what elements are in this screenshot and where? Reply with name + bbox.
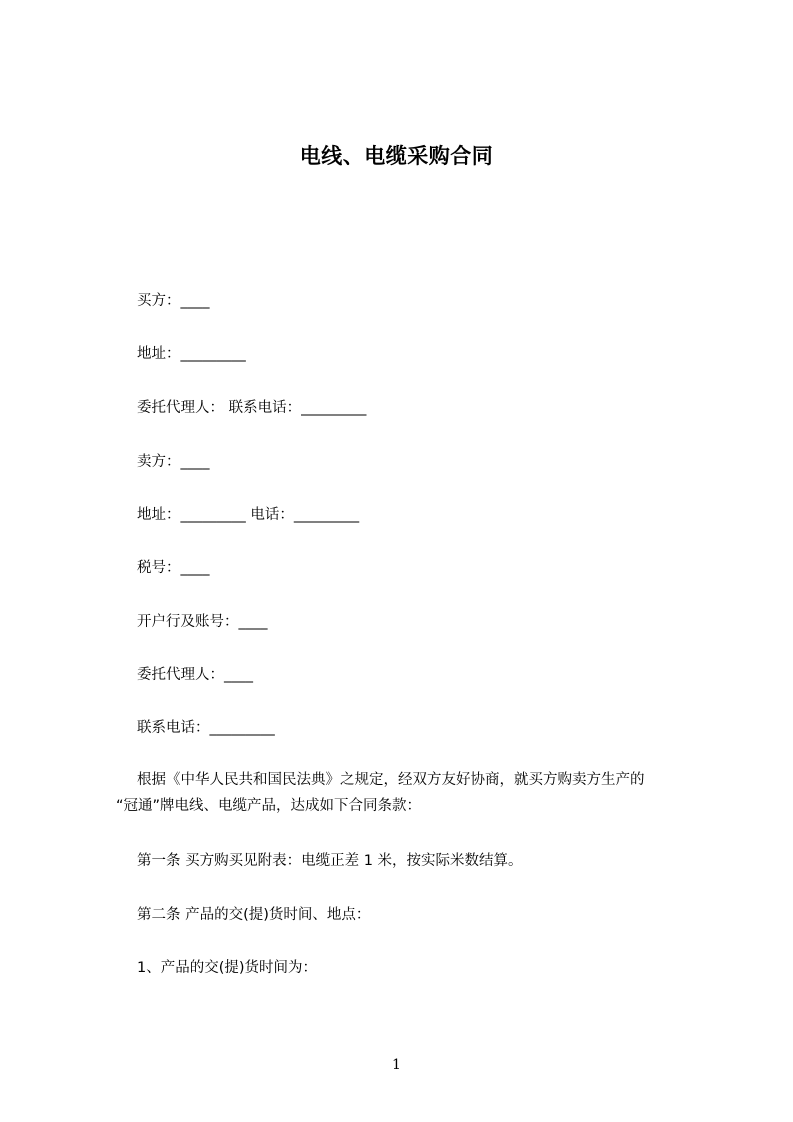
clause-1: 第一条 买方购买见附表：电缆正差 1 米，按实际米数结算。 (137, 853, 523, 869)
clause-2-item-1: 1、产品的交(提)货时间为： (137, 960, 318, 976)
buyer-line: 买方：____ (137, 293, 210, 309)
tax-number-line: 税号：____ (137, 560, 210, 576)
intro-second-line: “冠通”牌电线、电缆产品，达成如下合同条款： (116, 798, 422, 814)
bank-account-line: 开户行及账号：____ (137, 614, 268, 630)
seller-address-phone-line: 地址：_________ 电话：_________ (137, 507, 360, 523)
intro-first-line: 根据《中华人民共和国民法典》之规定，经双方友好协商，就买方购卖方生产的 (137, 772, 645, 788)
buyer-agent-phone-line: 委托代理人： 联系电话：_________ (137, 400, 367, 416)
page-number: 1 (392, 1057, 401, 1073)
document-title: 电线、电缆采购合同 (299, 144, 494, 168)
buyer-address-line: 地址：_________ (137, 346, 246, 362)
clause-2: 第二条 产品的交(提)货时间、地点： (137, 907, 371, 923)
seller-agent-line: 委托代理人：____ (137, 667, 253, 683)
seller-phone-line: 联系电话：_________ (137, 720, 275, 736)
seller-line: 卖方：____ (137, 454, 210, 470)
intro-paragraph (116, 770, 716, 816)
